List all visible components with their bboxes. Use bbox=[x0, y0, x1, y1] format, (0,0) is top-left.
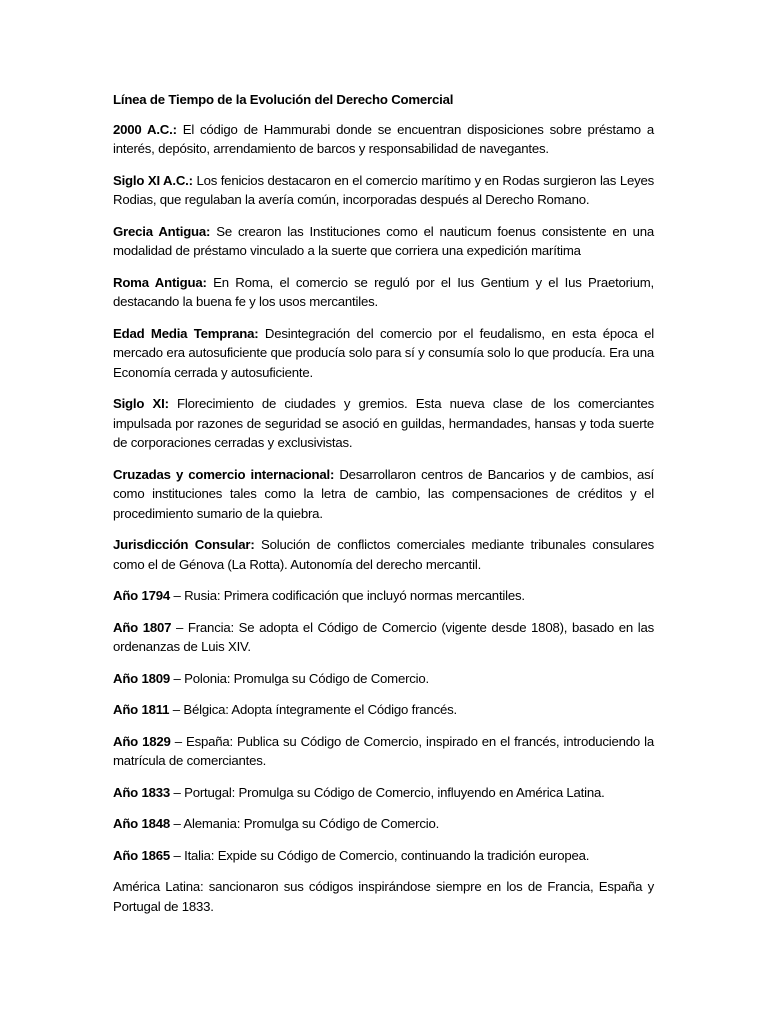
timeline-entry bbox=[113, 700, 654, 720]
entry-label: Año 1848 bbox=[113, 816, 171, 831]
entry-text: Polonia: Promulga su Código de Comercio. bbox=[184, 670, 430, 686]
entry-text: Bélgica: Adopta íntegramente el Código francés. bbox=[183, 702, 457, 717]
entry-label: Año 1829 bbox=[113, 733, 171, 749]
entry-text: Florecimiento de ciudades y gremios. Esta nueva clase de los comerciantes impulsada por razones de seguridad se asoció en guildas, hermandades, hansas y toda suerte de corporaciones cerradas y exclusivistas. bbox=[113, 396, 654, 450]
document-page bbox=[113, 90, 654, 928]
entry-text: Solución de conflictos comerciales mediante tribunales consulares como el de Génova (La Rotta). Autonomía del derecho mercantil. bbox=[113, 537, 654, 572]
entry-label: Año 1833 bbox=[113, 784, 171, 800]
entry-separator: – bbox=[170, 816, 184, 831]
timeline-entry bbox=[113, 394, 654, 453]
entry-text: Desarrollaron centros de Bancarios y de cambios, así como instituciones tales como la letra de cambio, las compensaciones de créditos y el procedimiento sumario de la quiebra. bbox=[113, 466, 654, 521]
entry-text: Portugal: Promulga su Código de Comercio, influyendo en América Latina. bbox=[184, 784, 605, 800]
timeline-entry bbox=[113, 222, 654, 261]
entry-text: El código de Hammurabi donde se encuentran disposiciones sobre préstamo a interés, depósito, arrendamiento de barcos y responsabilidad de navegantes. bbox=[113, 121, 655, 156]
timeline-entry bbox=[113, 877, 654, 916]
entry-text: Rusia: Primera codificación que incluyó normas mercantiles. bbox=[184, 588, 525, 603]
entry-separator: – bbox=[170, 670, 185, 686]
timeline-entry bbox=[113, 273, 654, 312]
entry-label: Año 1807 bbox=[113, 619, 172, 635]
entry-label: Grecia Antigua: bbox=[113, 223, 211, 239]
entry-separator: – bbox=[170, 784, 185, 800]
entry-label: Siglo XI A.C.: bbox=[113, 172, 193, 188]
entry-label: Cruzadas y comercio internacional: bbox=[113, 466, 335, 482]
entry-separator: – bbox=[170, 847, 185, 863]
entry-label: Año 1865 bbox=[113, 847, 171, 863]
entry-text: Desintegración del comercio por el feudalismo, en esta época el mercado era autosuficiente que producía solo para sí y consumía solo lo que producía. Era una Economía cerrada y autosuficiente. bbox=[113, 325, 654, 380]
entry-separator: – bbox=[170, 588, 185, 603]
entry-label: 2000 A.C.: bbox=[113, 121, 177, 137]
timeline-entry bbox=[113, 814, 654, 834]
timeline-entry bbox=[113, 465, 654, 524]
entry-text: Alemania: Promulga su Código de Comercio. bbox=[183, 816, 440, 831]
entry-label: Siglo XI: bbox=[113, 396, 169, 411]
entry-separator bbox=[169, 396, 177, 411]
entry-text: Italia: Expide su Código de Comercio, continuando la tradición europea. bbox=[184, 847, 590, 863]
timeline-entry bbox=[113, 171, 654, 210]
entry-label: Año 1794 bbox=[113, 588, 171, 603]
entry-separator: – bbox=[170, 733, 186, 749]
entry-label: Año 1809 bbox=[113, 670, 171, 686]
entry-label: Jurisdicción Consular: bbox=[113, 537, 255, 552]
entry-text: España: Publica su Código de Comercio, inspirado en el francés, introduciendo la matrícula de comerciantes. bbox=[113, 733, 654, 768]
timeline-entry bbox=[113, 783, 654, 803]
timeline-entry bbox=[113, 324, 654, 383]
entry-text: América Latina: sancionaron sus códigos inspirándose siempre en los de Francia, España y Portugal de 1833. bbox=[113, 879, 654, 914]
entry-text: En Roma, el comercio se reguló por el Ius Gentium y el Ius Praetorium, destacando la buena fe y los usos mercantiles. bbox=[113, 274, 654, 309]
timeline-entry bbox=[113, 846, 654, 866]
entry-text: Los fenicios destacaron en el comercio marítimo y en Rodas surgieron las Leyes Rodias, que regulaban la avería común, incorporadas después al Derecho Romano. bbox=[113, 172, 655, 207]
entry-label: Roma Antigua: bbox=[113, 274, 207, 290]
timeline-entry bbox=[113, 586, 654, 606]
timeline-entry bbox=[113, 732, 654, 771]
entry-label: Edad Media Temprana: bbox=[113, 325, 259, 341]
entry-label: Año 1811 bbox=[113, 702, 170, 717]
entry-separator: – bbox=[169, 702, 184, 717]
timeline-entry bbox=[113, 120, 654, 159]
timeline-entry bbox=[113, 618, 654, 657]
document-title: Línea de Tiempo de la Evolución del Derecho Comercial bbox=[113, 92, 454, 107]
entry-text: Se crearon las Instituciones como el nauticum foenus consistente en una modalidad de préstamo vinculado a la suerte que corriera una expedición marítima bbox=[113, 223, 654, 258]
entry-separator: – bbox=[171, 619, 188, 635]
entry-text: Francia: Se adopta el Código de Comercio (vigente desde 1808), basado en las ordenanzas de Luis XIV. bbox=[113, 619, 654, 654]
timeline-entry bbox=[113, 535, 654, 574]
timeline-entry bbox=[113, 669, 654, 689]
